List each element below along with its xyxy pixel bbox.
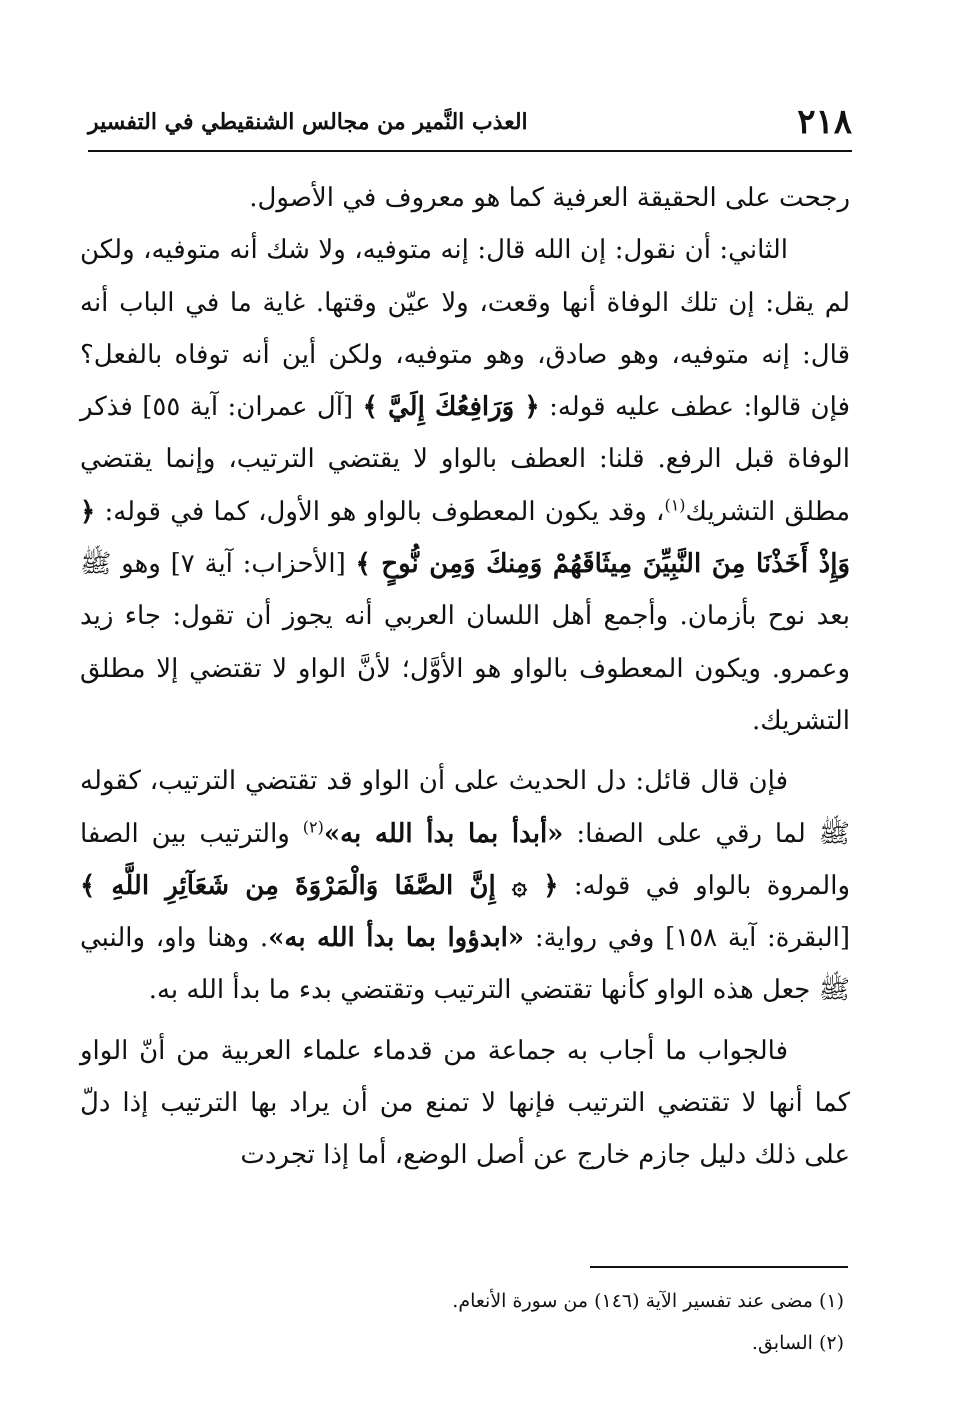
footnote-ref-2[interactable]: (٢) (302, 816, 324, 836)
hadith-quote-2: «ابدؤوا بما بدأ الله به» (268, 923, 525, 954)
quran-verse-2: ﴿ وَإِذْ أَخَذْنَا مِنَ النَّبِيِّنَ مِيثَاقَهُمْ وَمِنكَ وَمِن نُّوحٍ ﴾ (80, 496, 851, 580)
page-header (88, 100, 852, 144)
header-rule (88, 150, 852, 152)
paragraph-3-text-c: [البقرة: آية ١٥٨] وفي رواية: (534, 923, 850, 954)
page-number: ٢١٨ (797, 102, 852, 142)
quran-verse-1: ﴿ وَرَافِعُكَ إِلَيَّ ﴾ (362, 392, 540, 423)
footnote-2-marker: (٢) (818, 1332, 844, 1354)
footnote-2-text: السابق. (751, 1332, 813, 1354)
paragraph-4 (80, 1025, 850, 1182)
paragraph-3-text-b: والترتيب بين الصفا والمروة بالواو في قوله: (80, 818, 851, 901)
paragraph-2-text-b: [آل عمران: آية ٥٥] فذكر الوفاة قبل الرفع. قلنا: العطف بالواو لا يقتضي الترتيب، وإنما يقتضي مطلق التشريك (80, 392, 850, 527)
footnote-1-marker: (١) (818, 1290, 844, 1312)
paragraph-1-text: رجحت على الحقيقة العرفية كما هو معروف في الأصول. (249, 183, 850, 213)
paragraph-3 (80, 755, 850, 1016)
paragraph-3-text-d: . وهنا واو، والنبي ﷺ جعل هذه الواو كأنها تقتضي الترتيب وتقتضي بدء ما بدأ الله به. (80, 923, 850, 1006)
paragraph-2-text-d: [الأحزاب: آية ٧] وهو ﷺ بعد نوح بأزمان. وأجمع أهل اللسان العربي أنه يجوز أن تقول: جاء زيد وعمرو. ويكون المعطوف بالواو هو الأوَّل؛ لأنَّ الواو لا تقتضي إلا مطلق التشريك. (80, 549, 850, 736)
footnote-1-text: مضى عند تفسير الآية (١٤٦) من سورة الأنعام. (452, 1290, 813, 1312)
footnote-ref-1[interactable]: (١) (664, 495, 686, 515)
paragraph-3-text-a: فإن قال قائل: دل الحديث على أن الواو قد تقتضي الترتيب، كقوله ﷺ لما رقي على الصفا: (80, 766, 851, 849)
footnote-separator (590, 1266, 848, 1268)
paragraph-2 (80, 224, 850, 747)
main-text (80, 172, 850, 1182)
footnotes (80, 1280, 844, 1364)
paragraph-4-text: فالجواب ما أجاب به جماعة من قدماء علماء العربية من أنّ الواو كما أنها لا تقتضي الترتيب فإنها لا تمنع من أن يراد بها الترتيب إذا دلّ على ذلك دليل جازم خارج عن أصل الوضع، أما إذا تجردت (80, 1035, 850, 1171)
quran-verse-3: ﴿ ۞ إِنَّ الصَّفَا وَالْمَرْوَةَ مِن شَعَآئِرِ اللَّهِ ﴾ (80, 870, 559, 901)
footnote-1 (80, 1280, 844, 1322)
paragraph-2-text-c: ، وقد يكون المعطوف بالواو هو الأول، كما في قوله: (104, 496, 665, 527)
paragraph-2-text-a: الثاني: أن نقول: إن الله قال: إنه متوفيه، ولا شك أنه متوفيه، ولكن لم يقل: إن تلك الوفاة أنها وقعت، ولا عيّن وقتها. غاية ما في الباب أنه قال: إنه متوفيه، وهو صادق، وهو متوفيه، ولكن أين أنه توفاه بالفعل؟ فإن قالوا: عطف عليه قوله: (80, 235, 851, 423)
paragraph-1 (80, 172, 850, 224)
running-title: العذب النَّمير من مجالس الشنقيطي في التفسير (88, 109, 528, 135)
footnote-2 (80, 1322, 844, 1364)
hadith-quote-1: «أبدأ بما بدأ الله به» (323, 818, 564, 849)
